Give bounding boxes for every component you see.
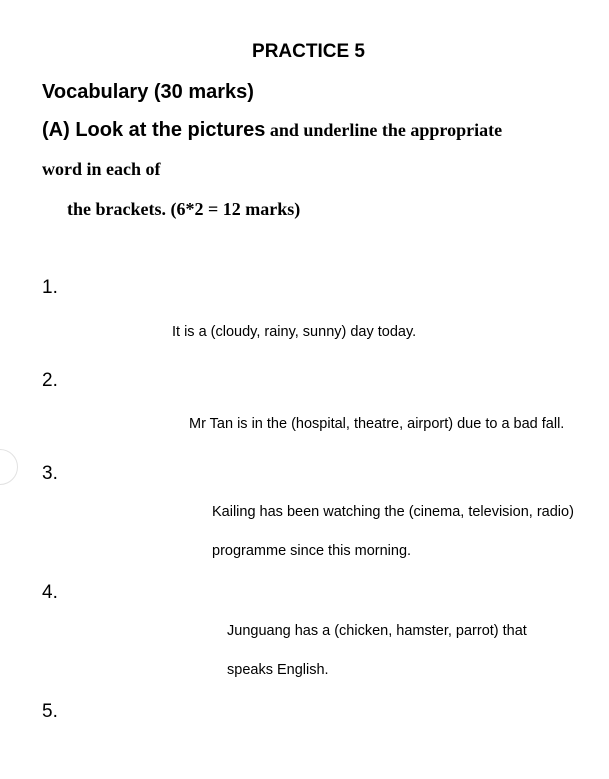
- instruction-line-1: [42, 119, 502, 142]
- question-sentence: Kailing has been watching the (cinema, television, radio): [212, 504, 574, 520]
- question-sentence: Junguang has a (chicken, hamster, parrot) that: [227, 623, 527, 639]
- instruction-part-b: and underline the appropriate: [265, 120, 503, 140]
- question-sentence: speaks English.: [227, 662, 329, 678]
- question-sentence: Mr Tan is in the (hospital, theatre, airport) due to a bad fall.: [189, 416, 565, 432]
- question-number: 4.: [42, 582, 58, 603]
- section-heading: Vocabulary (30 marks): [42, 81, 254, 103]
- page-edge-scroll-handle[interactable]: [0, 449, 18, 485]
- question-number: 1.: [42, 277, 58, 298]
- question-number: 5.: [42, 701, 58, 722]
- instruction-part-a: (A) Look at the pictures: [42, 119, 266, 141]
- page-title: PRACTICE 5: [252, 41, 365, 62]
- question-number: 2.: [42, 370, 58, 391]
- instruction-line-2: word in each of: [42, 159, 161, 179]
- question-sentence: It is a (cloudy, rainy, sunny) day today.: [172, 324, 417, 340]
- question-sentence: programme since this morning.: [212, 543, 412, 559]
- instruction-line-3: the brackets. (6*2 = 12 marks): [67, 199, 301, 219]
- question-number: 3.: [42, 463, 58, 484]
